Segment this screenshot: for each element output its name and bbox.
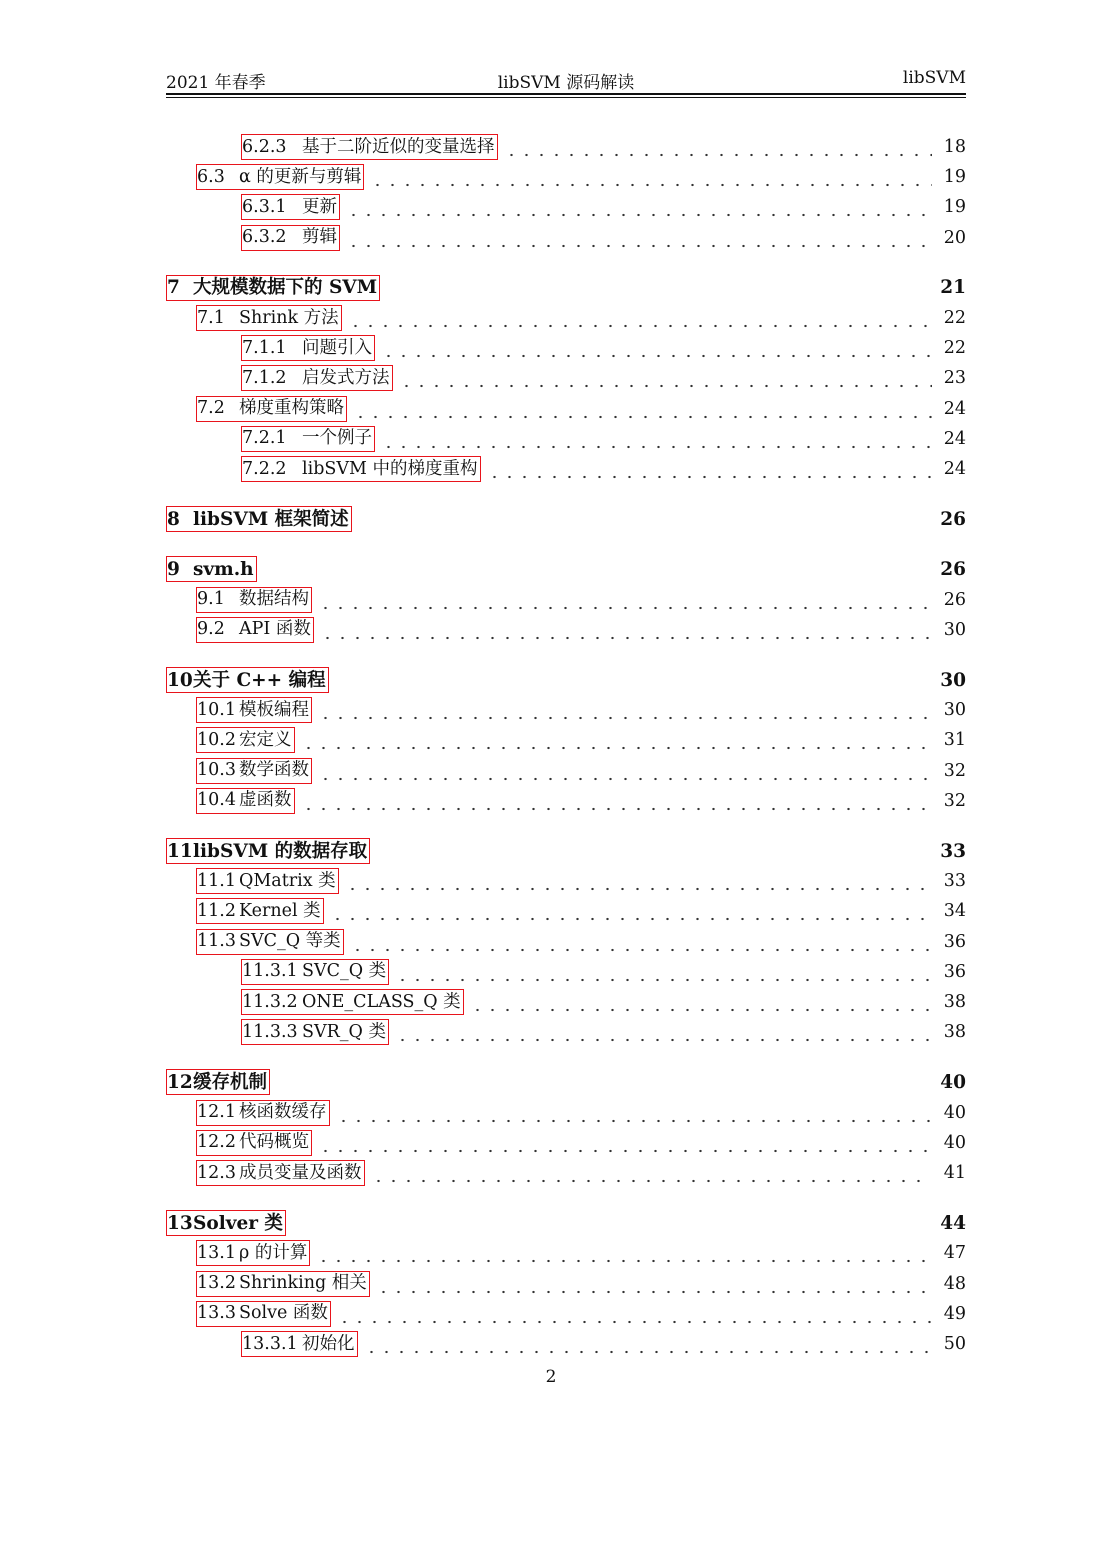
toc-page-number: 47 bbox=[943, 1243, 966, 1264]
toc-link[interactable] bbox=[196, 587, 312, 613]
toc-link[interactable] bbox=[166, 556, 257, 582]
toc-link[interactable] bbox=[196, 758, 312, 784]
toc-page-number: 22 bbox=[943, 308, 966, 328]
toc-number: 13.2 bbox=[197, 1273, 236, 1294]
toc-title: 启发式方法 bbox=[302, 367, 390, 388]
toc-title: 梯度重构策略 bbox=[239, 398, 344, 419]
toc-number: 6.3.1 bbox=[242, 196, 287, 217]
dot-leader bbox=[301, 727, 932, 753]
toc-page-number: 49 bbox=[943, 1303, 966, 1324]
toc-title: 虚函数 bbox=[239, 790, 292, 811]
toc-chapter bbox=[166, 665, 966, 695]
toc-entry bbox=[241, 223, 966, 253]
toc-title: svm.h bbox=[193, 558, 254, 580]
toc-link[interactable] bbox=[196, 697, 312, 723]
toc-page-number: 48 bbox=[943, 1273, 966, 1294]
toc-number: 10.4 bbox=[197, 790, 236, 811]
dot-leader bbox=[371, 1160, 932, 1186]
toc-link[interactable] bbox=[196, 617, 314, 643]
toc-title: Shrinking 相关 bbox=[239, 1273, 367, 1294]
toc-link[interactable] bbox=[166, 275, 380, 301]
page-number: 2 bbox=[545, 1367, 557, 1387]
toc-link[interactable] bbox=[196, 305, 342, 331]
dot-leader bbox=[350, 929, 932, 955]
toc-page-number: 40 bbox=[943, 1132, 966, 1153]
dot-leader bbox=[337, 1301, 932, 1327]
toc-number: 10.1 bbox=[197, 699, 236, 720]
toc-page-number: 40 bbox=[943, 1102, 966, 1123]
toc-number: 7.1.2 bbox=[242, 367, 287, 388]
toc-page-number: 38 bbox=[943, 992, 966, 1012]
dot-leader bbox=[504, 134, 932, 160]
toc-title: libSVM 中的梯度重构 bbox=[302, 458, 478, 479]
toc-page-number: 18 bbox=[943, 137, 966, 157]
toc-page-number: 24 bbox=[943, 398, 966, 419]
toc-number: 9 bbox=[167, 558, 180, 580]
toc-link[interactable] bbox=[166, 838, 370, 864]
toc-link[interactable] bbox=[196, 1240, 310, 1266]
toc-entry bbox=[196, 585, 966, 615]
toc-number: 12.2 bbox=[197, 1132, 236, 1153]
toc-link[interactable] bbox=[166, 1069, 270, 1095]
toc-title: SVC_Q 类 bbox=[302, 961, 387, 982]
toc-title: 更新 bbox=[302, 196, 337, 217]
toc-page-number: 30 bbox=[940, 669, 966, 691]
toc-entry bbox=[196, 896, 966, 926]
toc-title: Shrink 方法 bbox=[239, 307, 339, 328]
toc-title: 数学函数 bbox=[239, 760, 309, 781]
toc-title: 数据结构 bbox=[239, 589, 309, 610]
dot-leader bbox=[376, 838, 928, 864]
toc-entry bbox=[241, 132, 966, 162]
toc-number: 7.1.1 bbox=[242, 337, 287, 358]
toc-link[interactable] bbox=[166, 1210, 286, 1236]
dot-leader bbox=[386, 275, 928, 301]
toc-number: 7.2.1 bbox=[242, 428, 287, 449]
toc-title: 成员变量及函数 bbox=[239, 1162, 362, 1183]
toc-entry bbox=[241, 454, 966, 484]
toc-page-number: 36 bbox=[943, 961, 966, 982]
toc-number: 7.2 bbox=[197, 398, 225, 419]
toc-number: 6.2.3 bbox=[242, 136, 287, 157]
toc-title: libSVM 框架简述 bbox=[193, 508, 349, 530]
toc-entry bbox=[196, 756, 966, 786]
toc-page-number: 31 bbox=[943, 730, 966, 751]
toc-chapter bbox=[166, 273, 966, 303]
toc-number: 7.2.2 bbox=[242, 458, 287, 479]
dot-leader bbox=[318, 1130, 932, 1156]
toc-page-number: 24 bbox=[943, 428, 966, 449]
toc-title: 大规模数据下的 SVM bbox=[193, 277, 378, 299]
toc-number: 12 bbox=[167, 1071, 193, 1093]
toc-link[interactable] bbox=[241, 365, 393, 391]
toc-number: 13.1 bbox=[197, 1242, 236, 1263]
header-left: 2021 年春季 bbox=[166, 73, 266, 93]
toc-number: 11.2 bbox=[197, 900, 236, 921]
toc-page-number: 19 bbox=[943, 197, 966, 218]
toc-link[interactable] bbox=[196, 396, 347, 422]
toc-link[interactable] bbox=[241, 1019, 389, 1045]
toc-entry bbox=[241, 1017, 966, 1047]
toc-page-number: 32 bbox=[943, 790, 966, 811]
dot-leader bbox=[345, 868, 932, 894]
toc-page-number: 40 bbox=[940, 1071, 966, 1093]
toc-link[interactable] bbox=[241, 194, 340, 220]
dot-leader bbox=[316, 1240, 931, 1266]
toc-link[interactable] bbox=[196, 1160, 365, 1186]
toc-title: α 的更新与剪辑 bbox=[239, 166, 362, 187]
toc-number: 13.3.1 bbox=[242, 1333, 298, 1354]
dot-leader bbox=[318, 697, 932, 723]
toc-link[interactable] bbox=[241, 1331, 358, 1357]
toc-title: 模板编程 bbox=[239, 699, 309, 720]
toc-page-number: 19 bbox=[943, 167, 966, 188]
toc-entry bbox=[241, 957, 966, 987]
toc-link[interactable] bbox=[196, 788, 295, 814]
header-center: libSVM 源码解读 bbox=[497, 73, 635, 93]
toc-entry bbox=[196, 695, 966, 725]
toc-number: 7 bbox=[167, 277, 180, 299]
dot-leader bbox=[276, 1069, 928, 1095]
toc-number: 7.1 bbox=[197, 307, 225, 328]
toc-link[interactable] bbox=[196, 1271, 370, 1297]
toc-number: 10.2 bbox=[197, 729, 236, 750]
toc-entry bbox=[241, 1329, 966, 1359]
toc-title: 关于 C++ 编程 bbox=[193, 669, 326, 691]
toc-page-number: 26 bbox=[940, 558, 966, 580]
toc-link[interactable] bbox=[241, 335, 375, 361]
toc-entry bbox=[196, 786, 966, 816]
toc-title: SVC_Q 等类 bbox=[239, 931, 341, 952]
toc-link[interactable] bbox=[196, 1130, 312, 1156]
toc-entry bbox=[196, 303, 966, 333]
toc-chapter bbox=[166, 1208, 966, 1238]
toc-link[interactable] bbox=[196, 1301, 331, 1327]
toc-entry bbox=[196, 615, 966, 645]
dot-leader bbox=[353, 396, 932, 422]
dot-leader bbox=[364, 1331, 932, 1357]
toc-title: ρ 的计算 bbox=[239, 1242, 308, 1263]
toc-entry bbox=[196, 394, 966, 424]
toc-link[interactable] bbox=[196, 164, 364, 190]
toc-page-number: 44 bbox=[940, 1212, 966, 1234]
toc-number: 11.3.3 bbox=[242, 1021, 298, 1042]
toc-page-number: 33 bbox=[940, 840, 966, 862]
toc-number: 6.3.2 bbox=[242, 227, 287, 248]
toc-link[interactable] bbox=[241, 959, 389, 985]
toc-number: 8 bbox=[167, 508, 180, 530]
toc-entry bbox=[196, 1299, 966, 1329]
toc-link[interactable] bbox=[241, 225, 340, 251]
toc-number: 6.3 bbox=[197, 166, 225, 187]
toc-link[interactable] bbox=[241, 456, 481, 482]
toc-link[interactable] bbox=[196, 868, 339, 894]
toc-number: 13.3 bbox=[197, 1303, 236, 1324]
toc-number: 10 bbox=[167, 669, 193, 691]
toc-title: Solver 类 bbox=[193, 1212, 283, 1234]
toc-link[interactable] bbox=[241, 134, 498, 160]
dot-leader bbox=[487, 456, 932, 482]
dot-leader bbox=[320, 617, 932, 643]
dot-leader bbox=[318, 587, 932, 613]
toc-entry bbox=[241, 987, 966, 1017]
toc-page-number: 50 bbox=[943, 1334, 966, 1354]
toc-page-number: 33 bbox=[943, 871, 966, 892]
toc-entry bbox=[196, 725, 966, 755]
toc-link[interactable] bbox=[196, 1100, 330, 1126]
dot-leader bbox=[346, 194, 932, 220]
toc-page-number: 30 bbox=[943, 700, 966, 721]
toc-entry bbox=[196, 1158, 966, 1188]
toc-page-number: 22 bbox=[943, 338, 966, 359]
dot-leader bbox=[330, 898, 932, 924]
toc-page-number: 34 bbox=[943, 901, 966, 922]
toc-title: 初始化 bbox=[302, 1333, 355, 1354]
toc-entry bbox=[196, 1098, 966, 1128]
toc-title: 宏定义 bbox=[239, 729, 292, 750]
toc-page-number: 30 bbox=[943, 619, 966, 640]
toc-entry bbox=[196, 1128, 966, 1158]
dot-leader bbox=[470, 989, 932, 1015]
toc-number: 9.1 bbox=[197, 589, 225, 610]
toc-entry bbox=[196, 162, 966, 192]
toc-chapter bbox=[166, 554, 966, 584]
toc-title: Solve 函数 bbox=[239, 1303, 328, 1324]
dot-leader bbox=[395, 1019, 932, 1045]
toc-chapter bbox=[166, 836, 966, 866]
toc-title: 核函数缓存 bbox=[239, 1102, 327, 1123]
toc-link[interactable] bbox=[241, 989, 464, 1015]
toc-number: 11.3 bbox=[197, 931, 236, 952]
dot-leader bbox=[348, 305, 932, 331]
toc-page-number: 21 bbox=[940, 277, 966, 299]
toc-chapter bbox=[166, 1067, 966, 1097]
dot-leader bbox=[376, 1271, 932, 1297]
toc-link[interactable] bbox=[196, 727, 295, 753]
toc-number: 11.3.1 bbox=[242, 961, 298, 982]
header-right: libSVM bbox=[902, 68, 966, 88]
toc-entry bbox=[196, 1269, 966, 1299]
toc-title: SVR_Q 类 bbox=[302, 1021, 386, 1042]
toc-number: 11 bbox=[167, 840, 193, 862]
toc-page-number: 26 bbox=[943, 589, 966, 610]
toc-link[interactable] bbox=[166, 506, 352, 532]
toc-title: ONE_CLASS_Q 类 bbox=[302, 991, 461, 1012]
toc-entry bbox=[196, 866, 966, 896]
dot-leader bbox=[335, 667, 929, 693]
toc-page-number: 24 bbox=[943, 459, 966, 479]
dot-leader bbox=[381, 426, 932, 452]
dot-leader bbox=[399, 365, 932, 391]
toc-entry bbox=[241, 363, 966, 393]
toc-title: 代码概览 bbox=[239, 1132, 309, 1153]
toc-number: 13 bbox=[167, 1212, 193, 1234]
toc-number: 12.1 bbox=[197, 1102, 236, 1123]
toc-number: 11.3.2 bbox=[242, 991, 298, 1012]
toc-title: API 函数 bbox=[239, 619, 311, 640]
toc-title: 剪辑 bbox=[302, 227, 337, 248]
toc-entry bbox=[241, 424, 966, 454]
dot-leader bbox=[395, 959, 932, 985]
toc-chapter bbox=[166, 504, 966, 534]
toc-entry bbox=[196, 927, 966, 957]
toc-title: 缓存机制 bbox=[193, 1071, 268, 1093]
toc-number: 10.3 bbox=[197, 760, 236, 781]
toc-title: 基于二阶近似的变量选择 bbox=[302, 136, 495, 157]
toc-link[interactable] bbox=[196, 929, 344, 955]
toc-entry bbox=[241, 192, 966, 222]
toc-entry bbox=[241, 333, 966, 363]
toc-link[interactable] bbox=[166, 667, 329, 693]
toc-title: libSVM 的数据存取 bbox=[193, 840, 368, 862]
dot-leader bbox=[263, 556, 929, 582]
dot-leader bbox=[301, 788, 932, 814]
toc-page-number: 20 bbox=[943, 227, 966, 248]
toc-entry bbox=[196, 1238, 966, 1268]
toc-number: 12.3 bbox=[197, 1162, 236, 1183]
dot-leader bbox=[318, 758, 932, 784]
toc-title: Kernel 类 bbox=[239, 900, 321, 921]
toc-title: 问题引入 bbox=[302, 337, 372, 358]
dot-leader bbox=[292, 1210, 928, 1236]
dot-leader bbox=[336, 1100, 932, 1126]
toc-page-number: 23 bbox=[943, 368, 966, 389]
dot-leader bbox=[358, 506, 929, 532]
toc-number: 9.2 bbox=[197, 619, 225, 640]
toc-number: 11.1 bbox=[197, 870, 236, 891]
toc-title: 一个例子 bbox=[302, 428, 372, 449]
toc-link[interactable] bbox=[241, 426, 375, 452]
toc-page-number: 38 bbox=[943, 1022, 966, 1043]
toc-page-number: 32 bbox=[943, 760, 966, 781]
toc-link[interactable] bbox=[196, 898, 324, 924]
dot-leader bbox=[346, 225, 932, 251]
toc-page-number: 41 bbox=[943, 1163, 966, 1183]
toc-title: QMatrix 类 bbox=[239, 870, 336, 891]
toc-page-number: 36 bbox=[943, 931, 966, 952]
toc-page-number: 26 bbox=[940, 508, 966, 530]
dot-leader bbox=[381, 335, 932, 361]
dot-leader bbox=[370, 164, 931, 190]
